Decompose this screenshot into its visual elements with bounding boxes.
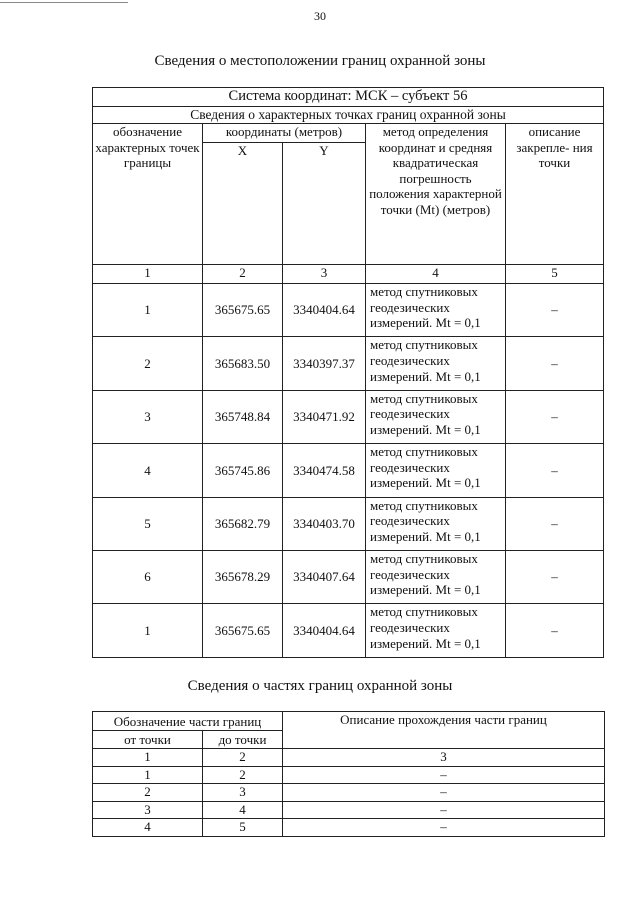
coord-x: 365682.79	[203, 497, 283, 550]
point-description: –	[506, 550, 604, 603]
table-row	[93, 819, 605, 837]
point-description: –	[506, 337, 604, 390]
table-row	[93, 749, 605, 767]
part-description: 3	[283, 749, 605, 767]
header-part: Обозначение части границ	[93, 712, 283, 731]
point-number: 6	[93, 550, 203, 603]
from-point: 3	[93, 801, 203, 819]
coord-x: 365675.65	[203, 604, 283, 657]
table-row	[93, 284, 604, 337]
point-number: 4	[93, 444, 203, 497]
point-description: –	[506, 604, 604, 657]
from-point: 1	[93, 766, 203, 784]
table-row	[93, 766, 605, 784]
point-description: –	[506, 497, 604, 550]
header-to-point: до точки	[203, 731, 283, 749]
header-point-designation: обозначение характерных точек границы	[93, 124, 203, 265]
table-row	[93, 390, 604, 443]
column-numbers-row	[93, 265, 604, 284]
column-number: 4	[366, 265, 506, 284]
part-description: –	[283, 801, 605, 819]
header-coordinates: координаты (метров)	[203, 124, 366, 143]
point-description: –	[506, 444, 604, 497]
coord-y: 3340404.64	[283, 284, 366, 337]
column-number: 1	[93, 265, 203, 284]
table-subtitle: Сведения о характерных точках границ охранной зоны	[93, 107, 604, 124]
coord-y: 3340407.64	[283, 550, 366, 603]
part-description: –	[283, 819, 605, 837]
coord-x: 365745.86	[203, 444, 283, 497]
coord-x: 365683.50	[203, 337, 283, 390]
to-point: 3	[203, 784, 283, 802]
point-number: 2	[93, 337, 203, 390]
from-point: 4	[93, 819, 203, 837]
table-row	[93, 550, 604, 603]
point-number: 5	[93, 497, 203, 550]
header-y: Y	[283, 143, 366, 265]
coord-y: 3340404.64	[283, 604, 366, 657]
table-row	[93, 604, 604, 657]
table-row	[93, 497, 604, 550]
part-description: –	[283, 784, 605, 802]
point-description: –	[506, 284, 604, 337]
method-cell: метод спутниковых геодезических измерений. Mt = 0,1	[366, 497, 506, 550]
coord-y: 3340397.37	[283, 337, 366, 390]
table-row	[93, 784, 605, 802]
coord-x: 365748.84	[203, 390, 283, 443]
header-from-point: от точки	[93, 731, 203, 749]
column-number: 3	[283, 265, 366, 284]
method-cell: метод спутниковых геодезических измерений. Mt = 0,1	[366, 444, 506, 497]
to-point: 4	[203, 801, 283, 819]
coord-y: 3340474.58	[283, 444, 366, 497]
table-row	[93, 444, 604, 497]
point-number: 1	[93, 604, 203, 657]
point-number: 3	[93, 390, 203, 443]
to-point: 5	[203, 819, 283, 837]
column-number: 5	[506, 265, 604, 284]
part-description: –	[283, 766, 605, 784]
column-number: 2	[203, 265, 283, 284]
to-point: 2	[203, 766, 283, 784]
point-description: –	[506, 390, 604, 443]
boundary-points-table	[92, 87, 604, 658]
header-part-description: Описание прохождения части границ	[283, 712, 605, 749]
from-point: 2	[93, 784, 203, 802]
coord-x: 365675.65	[203, 284, 283, 337]
method-cell: метод спутниковых геодезических измерений. Mt = 0,1	[366, 284, 506, 337]
page-title: Сведения о местоположении границ охранной зоны	[154, 53, 486, 69]
table-row	[93, 801, 605, 819]
header-method: метод определения координат и средняя квадратическая погрешность положения характерной точки (Mt) (метров)	[366, 124, 506, 265]
coordinate-system: Система координат: МСК – субъект 56	[93, 88, 604, 107]
boundary-parts-table	[92, 711, 605, 837]
point-number: 1	[93, 284, 203, 337]
method-cell: метод спутниковых геодезических измерений. Mt = 0,1	[366, 337, 506, 390]
header-x: X	[203, 143, 283, 265]
header-description: описание закрепле- ния точки	[506, 124, 604, 265]
method-cell: метод спутниковых геодезических измерений. Mt = 0,1	[366, 390, 506, 443]
top-rule	[0, 2, 128, 3]
coord-y: 3340403.70	[283, 497, 366, 550]
to-point: 2	[203, 749, 283, 767]
parts-title: Сведения о частях границ охранной зоны	[187, 678, 453, 694]
method-cell: метод спутниковых геодезических измерений. Mt = 0,1	[366, 550, 506, 603]
method-cell: метод спутниковых геодезических измерений. Mt = 0,1	[366, 604, 506, 657]
coord-y: 3340471.92	[283, 390, 366, 443]
coord-x: 365678.29	[203, 550, 283, 603]
from-point: 1	[93, 749, 203, 767]
table-row	[93, 337, 604, 390]
page-number: 30	[314, 9, 326, 23]
